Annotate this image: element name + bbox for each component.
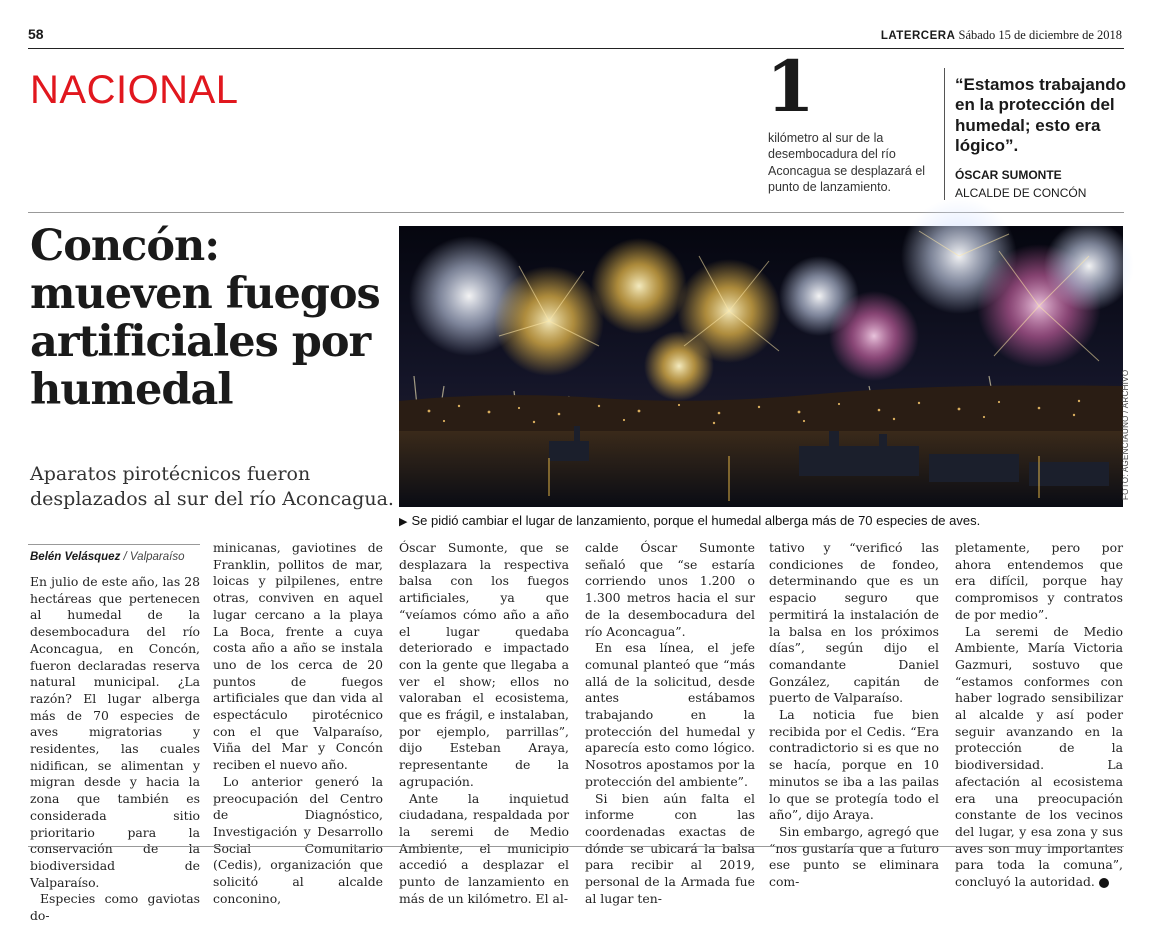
quote-author: ÓSCAR SUMONTE: [955, 168, 1062, 182]
masthead: [881, 28, 1122, 43]
article-paragraph: Óscar Sumonte, que se desplazara la respectiva balsa con los fuegos artificiales, ya que “veíamos cómo año a año el lugar quedaba deteriorado e impactado con la gente que llegaba a ver el show; ellos no valoraban el ecosistema, que es frágil, e instalaban, por ejemplo, parrillas”, dijo Esteban Araya, representante de la agrupación.: [399, 540, 569, 789]
article-paragraph: En julio de este año, las 28 hectáreas que pertenecen al humedal de la desembocadura del río Aconcagua, en Concón, fueron declaradas reserva natural municipal. ¿La razón? El lugar alberga más de 70 especies de aves migratorias y residentes, las cuales nidifican, se alimentan y migran desde y hacia la zona que también es considerada sitio prioritario para la conservación de la biodiversidad de Valparaíso.: [30, 574, 200, 890]
article-paragraph: Lo anterior generó la preocupación del Centro de Diagnóstico, Investigación y Desarrollo Social Comunitario (Cedis), organización que solicitó al alcalde conconino,: [213, 773, 383, 906]
photo-caption: [399, 513, 1119, 528]
newspaper-brand: LATERCERA: [880, 30, 956, 42]
byline-divider: [28, 544, 200, 545]
closing-paragraph-text: La seremi de Medio Ambiente, María Victoria Gazmuri, sostuvo que “estamos conformes con haber logrado sensibilizar al alcalde y así poder seguir avanzando en la protección de la biodiversidad. La afectación al ecosistema era una preocupación constante de los vecinos del lugar, y esa zona y sus aves son muy importantes para toda la comuna”, concluyó la autoridad.: [955, 623, 1123, 890]
article-paragraph: En esa línea, el jefe comunal planteó que “más allá de la solicitud, desde antes estábamos trabajando en la protección del humedal y aparecía esto como lógico. Nosotros apostamos por la protección del ambiente”.: [585, 640, 755, 789]
top-divider: [28, 48, 1124, 49]
article-paragraph: Ante la inquietud ciudadana, respaldada por la seremi de Medio Ambiente, el municipio accedió a desplazar el punto de lanzamiento en más de un kilómetro. El al-: [399, 790, 569, 906]
quote-role: ALCALDE DE CONCÓN: [955, 186, 1087, 200]
section-label: NACIONAL: [30, 68, 239, 112]
byline-place: / Valparaíso: [123, 551, 185, 563]
caption-text: Se pidió cambiar el lugar de lanzamiento, porque el humedal alberga más de 70 especies de aves.: [411, 513, 981, 528]
byline-author: Belén Velásquez: [30, 551, 121, 563]
page-number: 58: [28, 26, 44, 42]
quote-divider: [944, 68, 945, 200]
article-column-3: [399, 540, 569, 907]
article-paragraph: calde Óscar Sumonte señaló que “se estaría corriendo unos 1.200 o 1.300 metros hacia el sur de la desembocadura del río Aconcagua”.: [585, 540, 755, 639]
article-paragraph: Si bien aún falta el informe con las coordenadas exactas de dónde se ubicará la balsa para recibir al 2019, personal de la Armada fue al lugar ten-: [585, 790, 755, 906]
caption-arrow-icon: ▶: [399, 516, 408, 528]
byline: [30, 551, 185, 563]
article-paragraph: [955, 624, 1123, 891]
bottom-divider: [28, 846, 1124, 847]
photo-credit: FOTO: AGENCIAUNO / ARCHIVO: [1121, 369, 1130, 500]
article-paragraph: minicanas, gaviotines de Franklin, pollitos de mar, loicas y pilpilenes, entre otras, conviven en aquel lugar cercano a la playa La Boca, frente a cuya costa año a año se instala uno de los cerca de 20 puntos de fuegos artificiales que dan vida al espectáculo pirotécnico con el que Valparaíso, Viña del Mar y Concón reciben el nuevo año.: [213, 540, 383, 773]
fireworks-photo: [399, 226, 1123, 507]
article-column-4: [585, 540, 755, 907]
headline: Concón: mueven fuegos artificiales por humedal: [30, 221, 380, 416]
stat-number: 1: [766, 45, 815, 128]
article-paragraph: La noticia fue bien recibida por el Cedis. “Era contradictorio si es que no se hacía, porque en 10 minutos se iba a las pailas lo que se protegía todo el año”, dijo Araya.: [769, 707, 939, 823]
end-of-article-icon: [1099, 878, 1109, 888]
stat-text: kilómetro al sur de la desembocadura del río Aconcagua se desplazará el punto de lanzamiento.: [768, 131, 926, 194]
article-column-1: [30, 574, 200, 925]
fireworks-photo-illustration: [399, 226, 1123, 507]
article-paragraph: Sin embargo, agregó que “nos gustaría que a futuro ese punto se eliminara com-: [769, 823, 939, 890]
issue-date: Sábado 15 de diciembre de 2018: [958, 28, 1122, 42]
article-paragraph: Especies como gaviotas do-: [30, 891, 200, 924]
article-column-5: [769, 540, 939, 891]
article-paragraph: tativo y “verificó las condiciones de fondeo, determinando que es un espacio seguro que permitirá la instalación de la balsa en los próximos días”, según dijo el comandante Daniel González, capitán de puerto de Valparaíso.: [769, 540, 939, 706]
article-column-2: [213, 540, 383, 907]
article-paragraph: pletamente, pero por ahora entendemos que era difícil, porque hay compromisos y contratos de por medio”.: [955, 540, 1123, 622]
subheadline: Aparatos pirotécnicos fueron desplazados al sur del río Aconcagua.: [30, 463, 394, 511]
pull-quote: “Estamos trabajando en la protección del humedal; esto era lógico”.: [955, 75, 1126, 156]
article-column-6: [955, 540, 1123, 891]
